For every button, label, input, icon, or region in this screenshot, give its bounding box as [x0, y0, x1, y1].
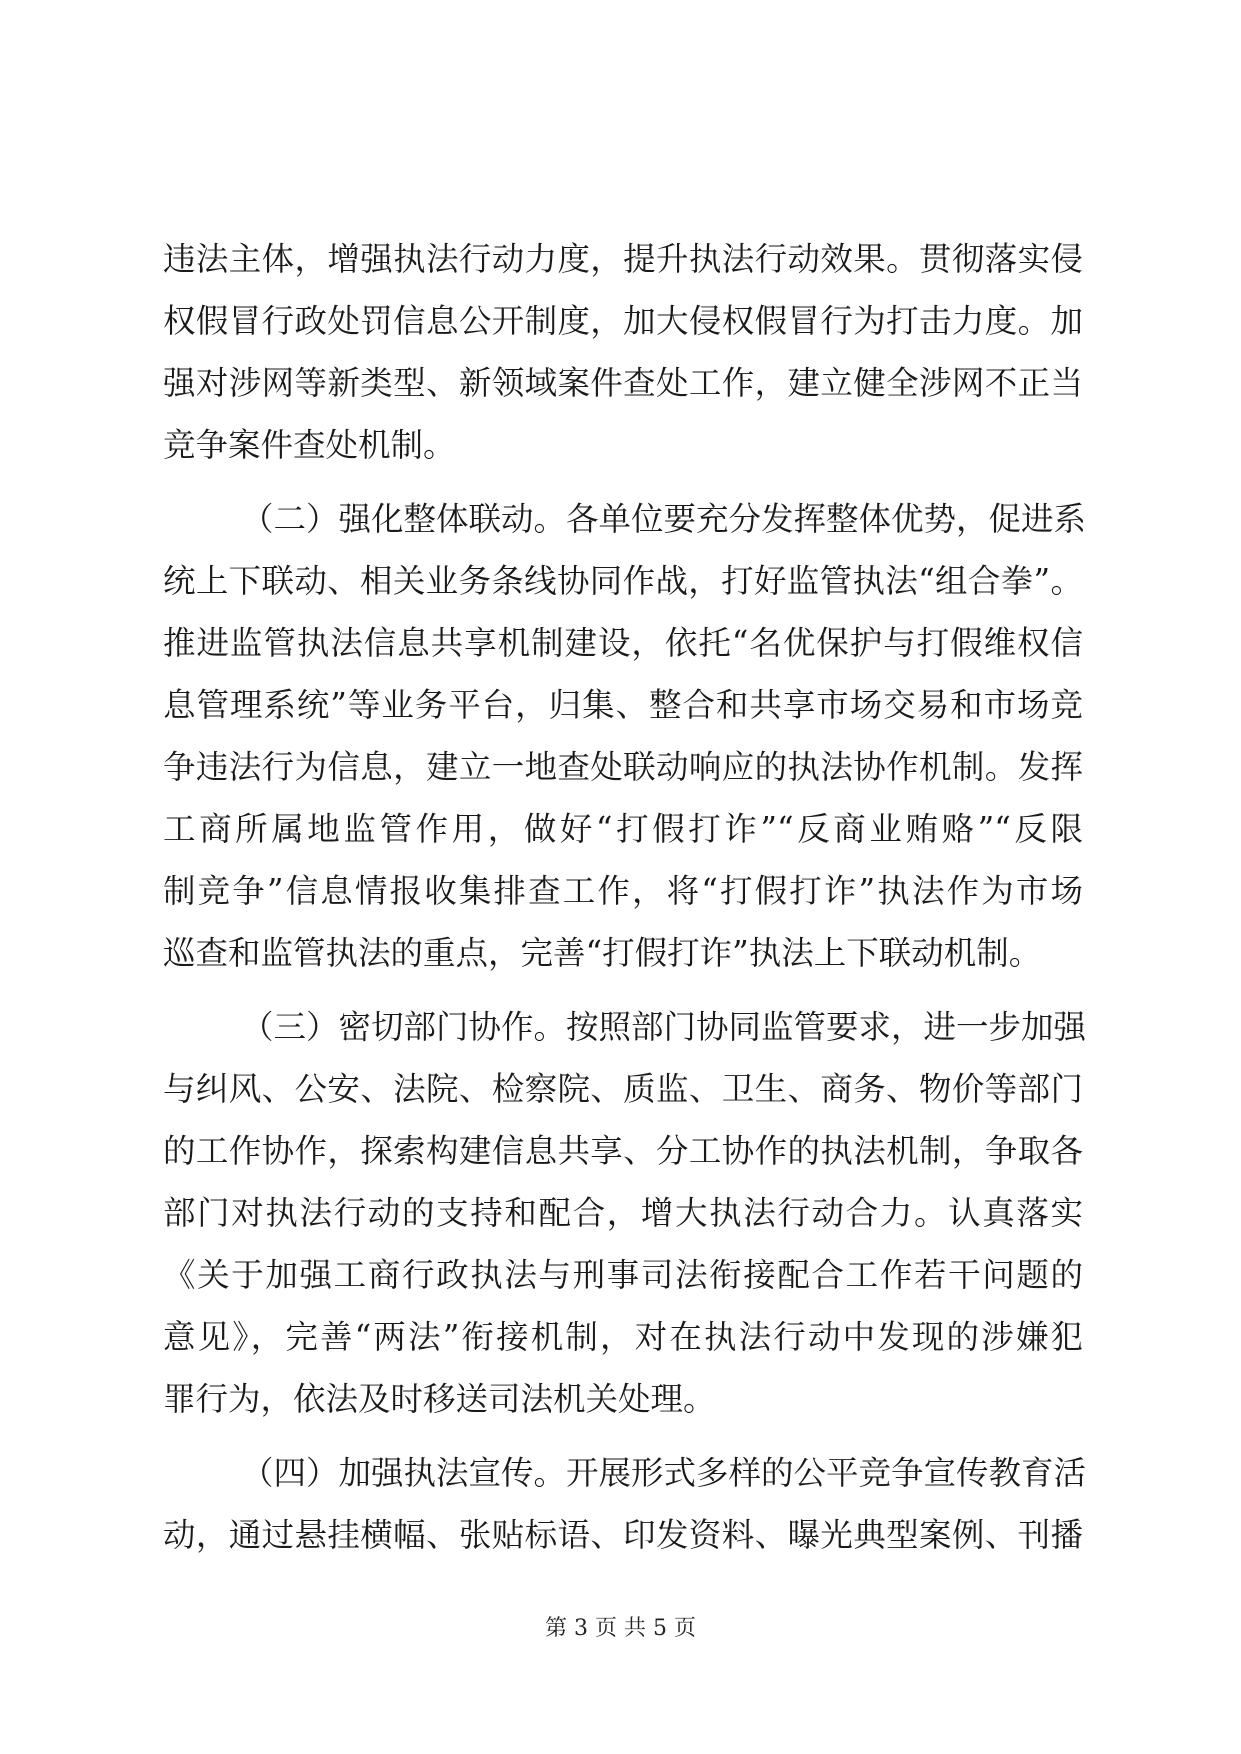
text-line: 的工作协作，探索构建信息共享、分工协作的执法机制，争取各: [163, 1132, 1083, 1170]
paragraph: [163, 488, 1087, 984]
text-line: 竞争案件查处机制。: [163, 426, 456, 464]
text-line: （三）密切部门协作。按照部门协同监管要求，进一步加强: [241, 1008, 1087, 1046]
text-line: 工商所属地监管作用，做好“打假打诈”“反商业贿赂”“反限: [163, 810, 1083, 848]
text-line: 统上下联动、相关业务条线协同作战，打好监管执法“组合拳”。: [163, 562, 1083, 600]
document-body: [163, 228, 1087, 1566]
text-line: 推进监管执法信息共享机制建设，依托“名优保护与打假维权信: [163, 624, 1083, 662]
text-line: 部门对执法行动的支持和配合，增大执法行动合力。认真落实: [163, 1194, 1083, 1232]
text-line: （四）加强执法宣传。开展形式多样的公平竞争宣传教育活: [241, 1454, 1087, 1492]
paragraph: [163, 996, 1087, 1430]
text-line: 强对涉网等新类型、新领域案件查处工作，建立健全涉网不正当: [163, 364, 1083, 402]
text-line: 权假冒行政处罚信息公开制度，加大侵权假冒行为打击力度。加: [163, 302, 1083, 340]
text-line: 息管理系统”等业务平台，归集、整合和共享市场交易和市场竞: [163, 686, 1083, 724]
paragraph: [163, 228, 1083, 476]
text-line: 罪行为，依法及时移送司法机关处理。: [163, 1380, 716, 1418]
text-line: 动，通过悬挂横幅、张贴标语、印发资料、曝光典型案例、刊播: [163, 1516, 1083, 1554]
text-line: 与纠风、公安、法院、检察院、质监、卫生、商务、物价等部门: [163, 1070, 1083, 1108]
page-number-footer: 第 3 页 共 5 页: [545, 1616, 696, 1641]
text-line: 意见》，完善“两法”衔接机制，对在执法行动中发现的涉嫌犯: [163, 1318, 1083, 1356]
text-line: 制竞争”信息情报收集排查工作，将“打假打诈”执法作为市场: [163, 872, 1083, 910]
text-line: 争违法行为信息，建立一地查处联动响应的执法协作机制。发挥: [163, 748, 1083, 786]
text-line: 违法主体，增强执法行动力度，提升执法行动效果。贯彻落实侵: [163, 240, 1083, 278]
paragraph: [163, 1442, 1087, 1566]
text-line: （二）强化整体联动。各单位要充分发挥整体优势，促进系: [241, 500, 1087, 538]
text-line: 巡查和监管执法的重点，完善“打假打诈”执法上下联动机制。: [163, 934, 1042, 972]
text-line: 《关于加强工商行政执法与刑事司法衔接配合工作若干问题的: [163, 1256, 1083, 1294]
